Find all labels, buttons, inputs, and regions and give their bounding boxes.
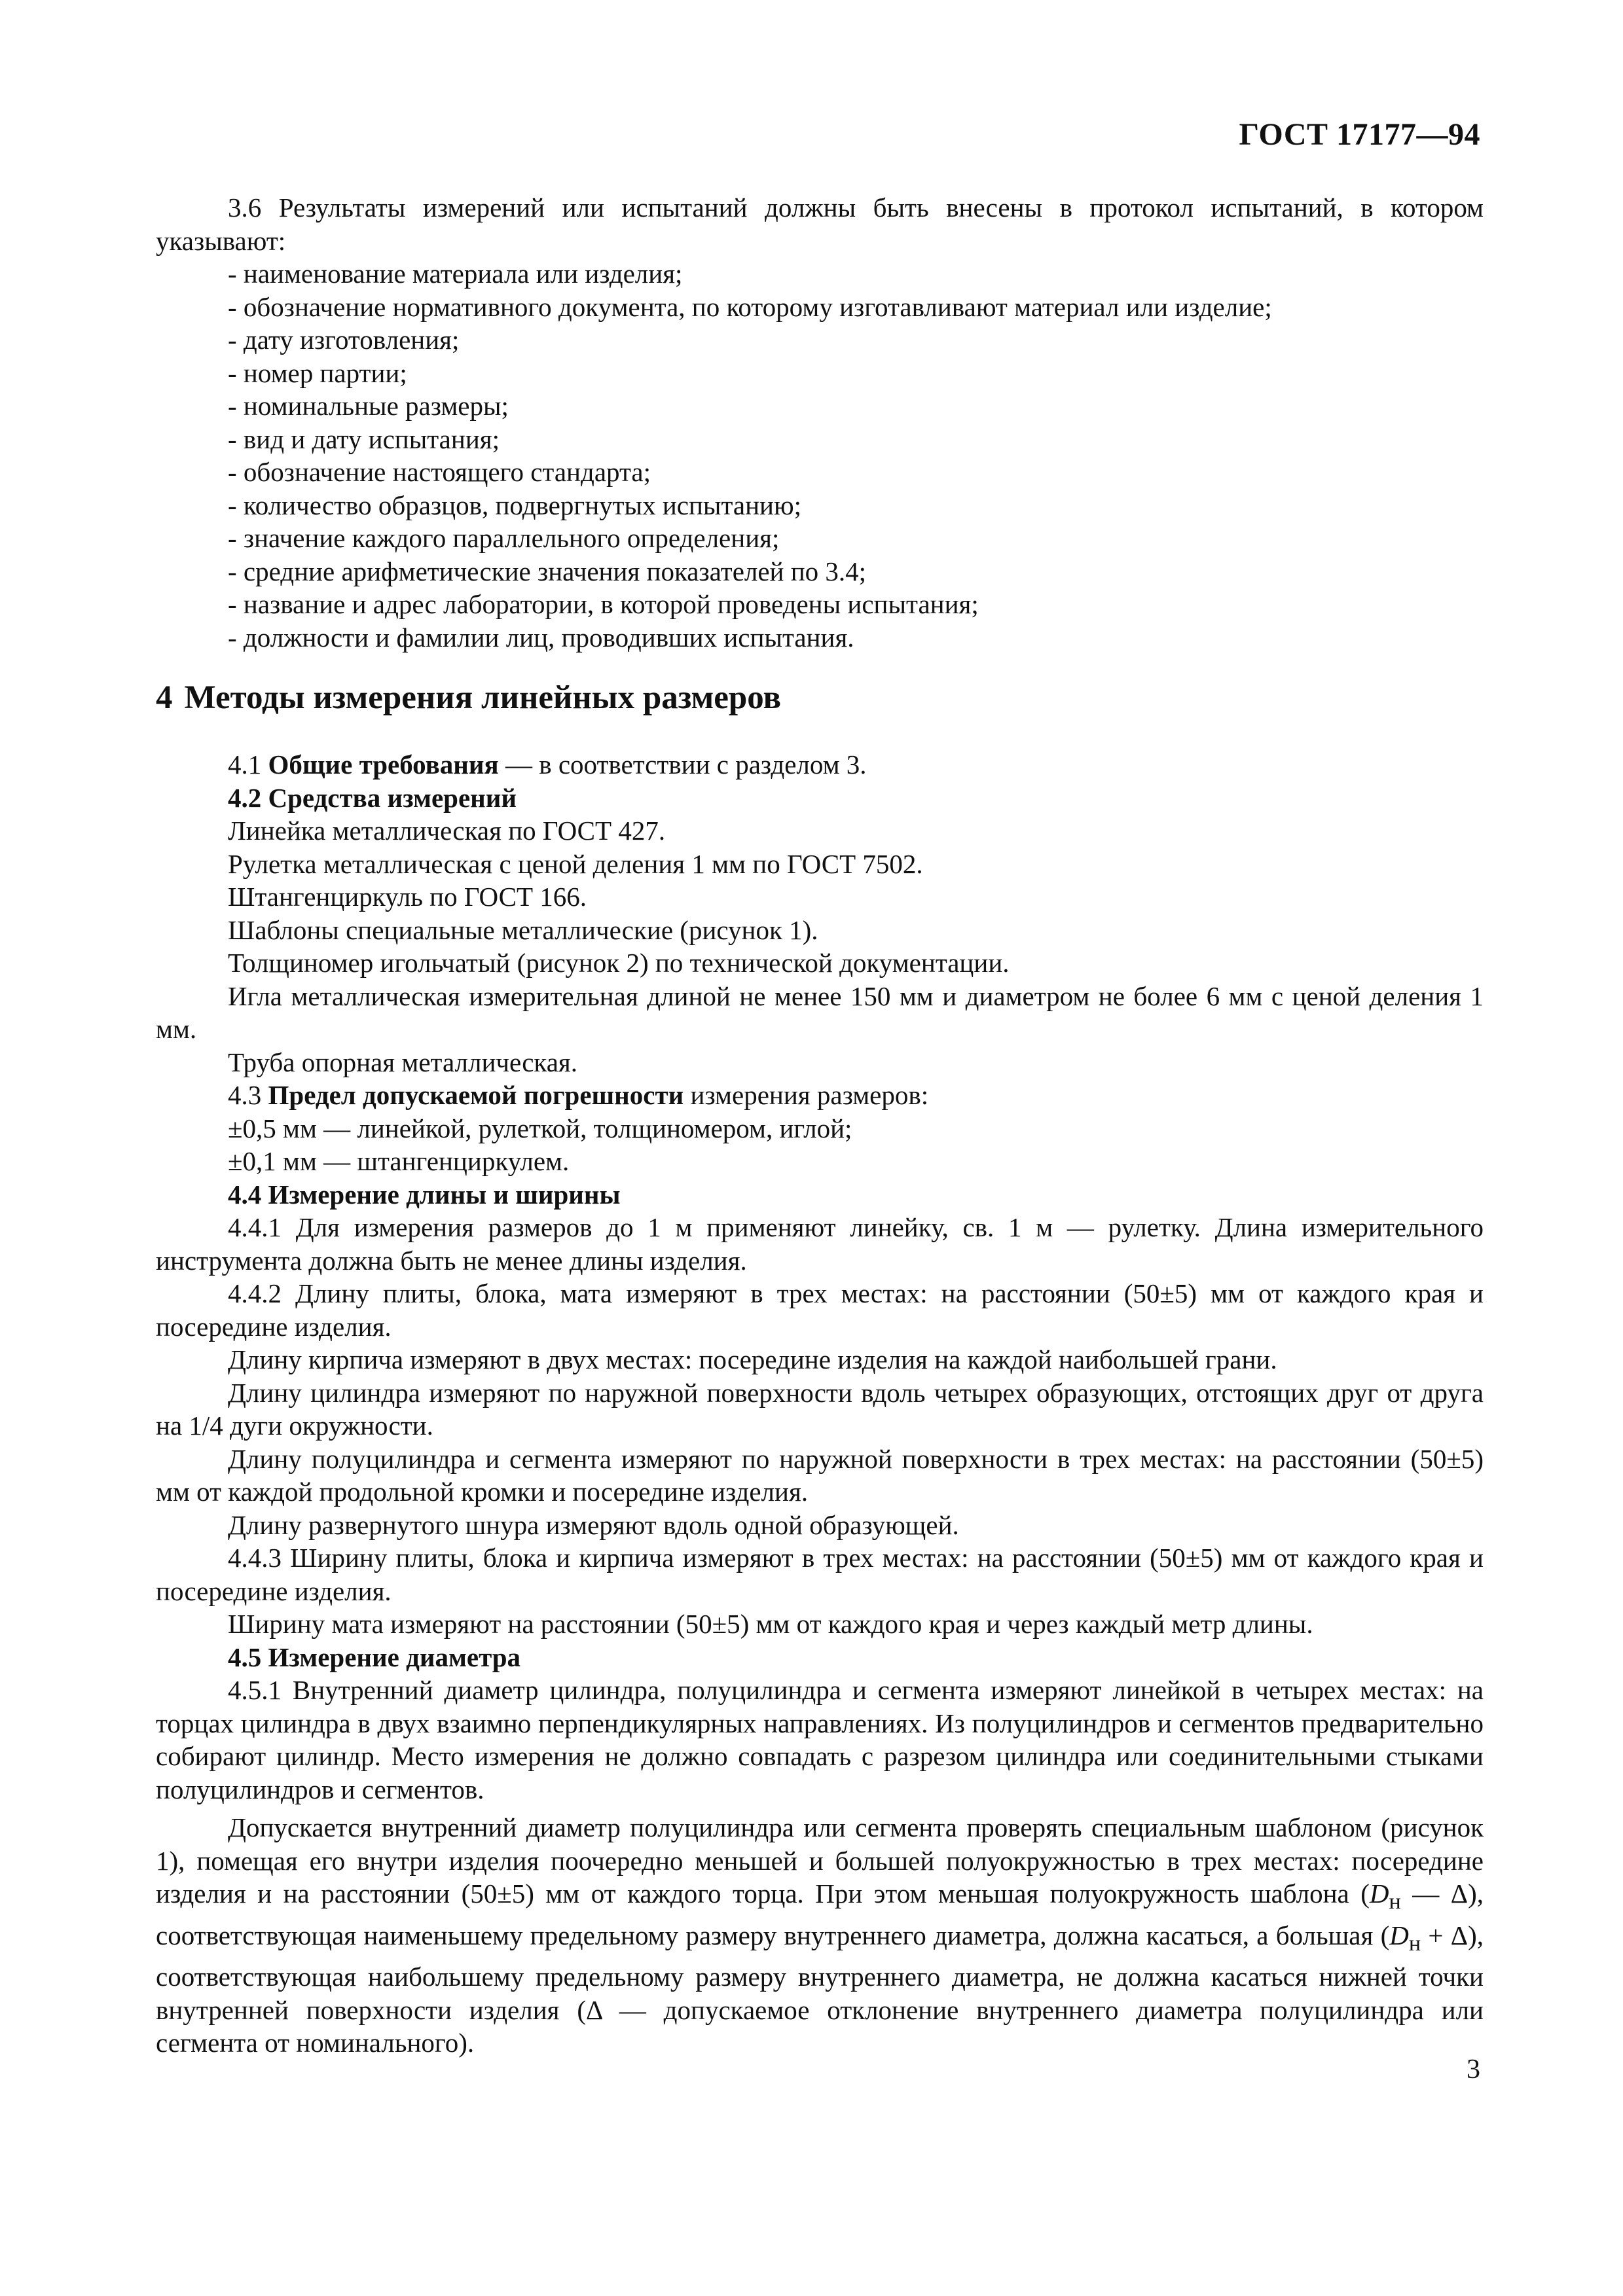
list-item: - название и адрес лаборатории, в которой проведены испытания; <box>228 589 979 619</box>
list-item: - номер партии; <box>228 357 407 388</box>
list-item: - обозначение настоящего стандарта; <box>228 457 651 487</box>
subscript-n: н <box>1389 1890 1401 1914</box>
heading-4-5: 4.5 Измерение диаметра <box>228 1641 521 1672</box>
tolerance-line: ±0,1 мм — штангенциркулем. <box>228 1146 570 1176</box>
paragraph-4-5-1: 4.5.1 Внутренний диаметр цилиндра, полуцилиндра и сегмента измеряют линейкой в четырех местах: на торцах цилиндра в двух взаимно перпендикулярных направлениях. Из полуцилиндров и сегментов предварительно собирают цилиндр. Место измерения не должно совпадать с разрезом цилиндра или соединительными стыками полуцилиндров и сегментов. <box>156 1675 1484 1804</box>
paragraph: Длину кирпича измеряют в двух местах: посередине изделия на каждой наибольшей грани. <box>228 1344 1277 1374</box>
text-run: Допускается внутренний диаметр полуцилиндра или сегмента проверять специальным шаблоном (рисунок 1), помещая его внутри изделия поочередно меньшей и большей полуокружностью в трех местах: посередине изделия и на расстоянии (50±5) мм от каждого торца. При этом меньшая полуокружность шаблона ( <box>156 1812 1484 1909</box>
list-item: - вид и дату испытания; <box>228 423 500 454</box>
instrument-line: Штангенциркуль по ГОСТ 166. <box>228 882 587 912</box>
clause-text: — в соответствии с разделом 3. <box>498 749 867 780</box>
section-title-text: Методы измерения линейных размеров <box>184 679 782 716</box>
list-item: - значение каждого параллельного определения; <box>228 523 780 553</box>
list-item: - должности и фамилии лиц, проводивших испытания. <box>228 622 854 653</box>
symbol-d: D <box>1369 1878 1389 1909</box>
document-body <box>156 191 1484 2060</box>
clause-bold-title: Предел допускаемой погрешности <box>268 1080 684 1110</box>
paragraph-4-1 <box>156 748 1484 781</box>
standard-code: ГОСТ 17177—94 <box>1239 117 1480 152</box>
list-item: - обозначение нормативного документа, по которому изготавливают материал или изделие; <box>228 291 1272 322</box>
instrument-line: Труба опорная металлическая. <box>228 1047 578 1077</box>
clause-number: 4.1 <box>228 749 262 780</box>
paragraph: 4.4.1 Для измерения размеров до 1 м применяют линейку, св. 1 м — рулетку. Длина измерительного инструмента должна быть не менее длины изделия. <box>156 1212 1484 1276</box>
section-number: 4 <box>156 679 173 716</box>
heading-4-2: 4.2 Средства измерений <box>228 782 517 813</box>
paragraph: Длину развернутого шнура измеряют вдоль одной образующей. <box>228 1509 959 1540</box>
instrument-line: Рулетка металлическая с ценой деления 1 мм по ГОСТ 7502. <box>228 848 923 879</box>
paragraph: 4.4.2 Длину плиты, блока, мата измеряют в трех местах: на расстоянии (50±5) мм от каждого края и посередине изделия. <box>156 1278 1484 1342</box>
paragraph: Ширину мата измеряют на расстоянии (50±5) мм от каждого края и через каждый метр длины. <box>228 1609 1313 1639</box>
heading-4-4: 4.4 Измерение длины и ширины <box>228 1179 621 1210</box>
page-number: 3 <box>1467 2054 1480 2085</box>
instrument-line: Толщиномер игольчатый (рисунок 2) по технической документации. <box>228 948 1010 978</box>
list-item: - средние арифметические значения показателей по 3.4; <box>228 556 867 586</box>
clause-number: 4.3 <box>228 1080 262 1110</box>
paragraph: Длину полуцилиндра и сегмента измеряют по наружной поверхности в трех местах: на расстоянии (50±5) мм от каждой продольной кромки и посередине изделия. <box>156 1443 1484 1507</box>
clause-text: измерения размеров: <box>684 1080 929 1110</box>
instrument-line: Игла металлическая измерительная длиной не менее 150 мм и диаметром не более 6 мм с ценой деления 1 мм. <box>156 980 1484 1044</box>
paragraph-template-check <box>156 1811 1484 2060</box>
list-item: - наименование материала или изделия; <box>228 259 683 289</box>
paragraph-3-6-intro: 3.6 Результаты измерений или испытаний должны быть внесены в протокол испытаний, в котором указывают: <box>156 192 1484 256</box>
instrument-line: Шаблоны специальные металлические (рисунок 1). <box>228 914 818 945</box>
section-4-title <box>156 677 1484 718</box>
list-item: - дату изготовления; <box>228 325 460 355</box>
paragraph: Длину цилиндра измеряют по наружной поверхности вдоль четырех образующих, отстоящих друг от друга на 1/4 дуги окружности. <box>156 1377 1484 1441</box>
paragraph: 4.4.3 Ширину плиты, блока и кирпича измеряют в трех местах: на расстоянии (50±5) мм от каждого края и посередине изделия. <box>156 1543 1484 1606</box>
tolerance-line: ±0,5 мм — линейкой, рулеткой, толщиномером, иглой; <box>228 1113 852 1143</box>
paragraph-4-3 <box>156 1079 1484 1112</box>
list-item: - номинальные размеры; <box>228 391 509 421</box>
subscript-n: н <box>1408 1931 1421 1956</box>
text-run: — Δ), соответствующая наименьшему предельному размеру внутреннего диаметра, должна касаться, а большая ( <box>156 1878 1484 1950</box>
list-item: - количество образцов, подвергнутых испытанию; <box>228 490 801 520</box>
symbol-d: D <box>1389 1920 1409 1950</box>
clause-bold-title: Общие требования <box>268 749 499 780</box>
instrument-line: Линейка металлическая по ГОСТ 427. <box>228 816 666 846</box>
text-run: + Δ), соответствующая наибольшему предельному размеру внутреннего диаметра, не должна касаться нижней точки внутренней поверхности изделия (Δ — допускаемое отклонение внутреннего диаметра полуцилиндра или сегмента от номинального). <box>156 1920 1484 2058</box>
